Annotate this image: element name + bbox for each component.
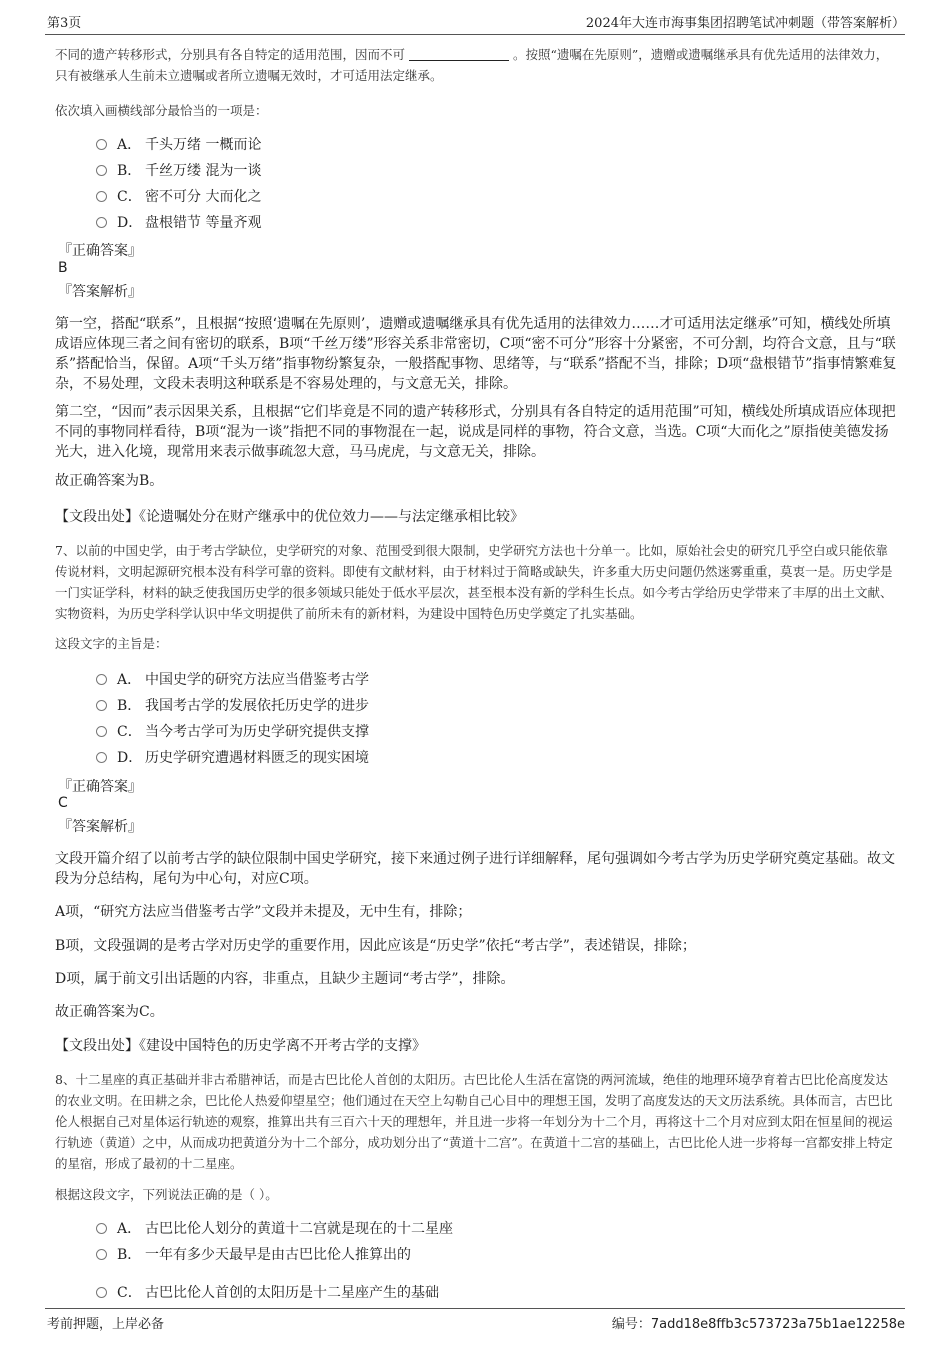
- q7-option-c[interactable]: C． 当今考古学可为历史学研究提供支撑: [96, 722, 369, 742]
- q7-stem: 7、以前的中国史学，由于考古学缺位，史学研究的对象、范围受到很大限制，史学研究方法也十分单一。比如，原始社会史的研究几乎空白或只能依靠传说材料，文明起源研究根本没有科学可靠的资料。即使有文献材料，由于材料过于简略或缺失，许多重大历史问题仍然迷雾重重，莫衷一是。历史学是一门实证学科，材料的缺乏使我国历史学的很多领域只能处于低水平层次，甚至根本没有新的学科生长点。如今考古学给历史学带来了丰厚的出土文献、实物资料，为历史学科学认识中华文明提供了前所未有的新材料，为建设中国特色历史学奠定了扎实基础。: [55, 543, 893, 621]
- radio-icon[interactable]: [96, 1249, 107, 1260]
- q7-analysis-2: A项，“研究方法应当借鉴考古学”文段并未提及，无中生有，排除；: [55, 904, 472, 920]
- radio-icon[interactable]: [96, 726, 107, 737]
- page-number: 第3页: [47, 16, 82, 31]
- radio-icon[interactable]: [96, 191, 107, 202]
- q7-prompt: 这段文字的主旨是：: [55, 636, 168, 651]
- answer-value: B: [58, 260, 68, 276]
- page-header: [0, 0, 950, 38]
- q7-option-d[interactable]: D． 历史学研究遭遇材料匮乏的现实困境: [96, 748, 369, 768]
- radio-icon[interactable]: [96, 674, 107, 685]
- q7-option-a[interactable]: A． 中国史学的研究方法应当借鉴考古学: [96, 670, 369, 690]
- radio-icon[interactable]: [96, 165, 107, 176]
- q6-analysis-1: 第一空，搭配“联系”，且根据“按照‘遗嘱在先原则’，遗赠或遗嘱继承具有优先适用的法律效力……才可适用法定继承”可知，横线处所填成语应体现三者之间有密切的联系，B项“千丝万缕”形容关系非常密切，C项“密不可分”形容十分紧密，不可分割，均符合文意，且与“联系”搭配恰当，保留。A项“千头万绪”指事物纷繁复杂，一般搭配事物、思绪等，与“联系”搭配不当，排除；D项“盘根错节”指事情繁难复杂，不易处理，文段未表明这种联系是不容易处理的，与文意无关，排除。: [55, 316, 897, 392]
- q6-prompt: 依次填入画横线部分最恰当的一项是：: [55, 103, 268, 118]
- q6-stem: 不同的遗产转移形式，分别具有各自特定的适用范围，因而不可 。按照“遗嘱在先原则”，遗赠或遗嘱继承具有优先适用的法律效力，只有被继承人生前未立遗嘱或者所立遗嘱无效时，才可适用法定继承。: [55, 47, 889, 83]
- fill-blank: [409, 48, 509, 61]
- radio-icon[interactable]: [96, 217, 107, 228]
- q6-analysis-3: 故正确答案为B。: [55, 473, 164, 489]
- q6-option-a[interactable]: A． 千头万绪 一概而论: [96, 135, 261, 155]
- q6-option-d[interactable]: D． 盘根错节 等量齐观: [96, 213, 261, 233]
- radio-icon[interactable]: [96, 1287, 107, 1298]
- q7-option-b[interactable]: B． 我国考古学的发展依托历史学的进步: [96, 696, 369, 716]
- q7-analysis-1: 文段开篇介绍了以前考古学的缺位限制中国史学研究，接下来通过例子进行详细解释，尾句强调如今考古学为历史学研究奠定基础。故文段为分总结构，尾句为中心句，对应C项。: [55, 851, 895, 887]
- q7-source: 【文段出处】《建设中国特色的历史学离不开考古学的支撑》: [55, 1038, 426, 1054]
- q8-option-a[interactable]: A． 古巴比伦人划分的黄道十二宫就是现在的十二星座: [96, 1219, 453, 1239]
- q8-stem: 8、十二星座的真正基础并非古希腊神话，而是古巴比伦人首创的太阳历。古巴比伦人生活在富饶的两河流域，绝佳的地理环境孕育着古巴比伦高度发达的农业文明。在田耕之余，巴比伦人热爱仰望星空；他们通过在天空上勾勒自己心目中的理想王国，发明了高度发达的天文历法系统。具体而言，古巴比伦人根据自己对星体运行轨迹的观察，推算出共有三百六十天的理想年，并且进一步将一年划分为十二个月，再将这十二个月对应到太阳在恒星间的视运行轨迹（黄道）之中，从而成功把黄道分为十二个部分，成功划分出了“黄道十二宫”。在黄道十二宫的基础上，古巴比伦人进一步将每一宫都安排上特定的星宿，形成了最初的十二星座。: [55, 1072, 893, 1171]
- q7-analysis-4: D项，属于前文引出话题的内容，非重点，且缺少主题词“考古学”，排除。: [55, 971, 515, 987]
- page-footer: [0, 1305, 950, 1345]
- q6-option-b[interactable]: B． 千丝万缕 混为一谈: [96, 161, 261, 181]
- answer-label: 『正确答案』: [58, 243, 142, 259]
- q6-source: 【文段出处】《论遗嘱处分在财产继承中的优位效力——与法定继承相比较》: [55, 509, 524, 525]
- q8-option-c[interactable]: C． 古巴比伦人首创的太阳历是十二星座产生的基础: [96, 1283, 439, 1303]
- q8-option-b[interactable]: B． 一年有多少天最早是由古巴比伦人推算出的: [96, 1245, 411, 1265]
- footer-divider: [45, 1308, 905, 1309]
- radio-icon[interactable]: [96, 752, 107, 763]
- answer-value: C: [58, 795, 68, 811]
- radio-icon[interactable]: [96, 139, 107, 150]
- analysis-label: 『答案解析』: [58, 819, 142, 835]
- q7-analysis-5: 故正确答案为C。: [55, 1004, 164, 1020]
- header-divider: [45, 34, 905, 35]
- answer-label: 『正确答案』: [58, 779, 142, 795]
- document-title: 2024年大连市海事集团招聘笔试冲刺题（带答案解析）: [585, 16, 905, 31]
- radio-icon[interactable]: [96, 1223, 107, 1234]
- q6-option-c[interactable]: C． 密不可分 大而化之: [96, 187, 261, 207]
- radio-icon[interactable]: [96, 700, 107, 711]
- document-code: 编号：7add18e8ffb3c573723a75b1ae12258e: [611, 1317, 905, 1332]
- q7-analysis-3: B项，文段强调的是考古学对历史学的重要作用，因此应该是“历史学”依托“考古学”，表述错误，排除；: [55, 938, 696, 954]
- q6-analysis-2: 第二空，“因而”表示因果关系，且根据“它们毕竟是不同的遗产转移形式，分别具有各自特定的适用范围”可知，横线处所填成语应体现把不同的事物同样看待，B项“混为一谈”指把不同的事物混在一起，说成是同样的事物，符合文意，当选。C项“大而化之”原指使美德发扬光大，进入化境，现常用来表示做事疏忽大意，马马虎虎，与文意无关，排除。: [55, 404, 896, 460]
- analysis-label: 『答案解析』: [58, 284, 142, 300]
- footer-slogan: 考前押题，上岸必备: [47, 1317, 165, 1332]
- q8-prompt: 根据这段文字，下列说法正确的是（ ）。: [55, 1187, 278, 1202]
